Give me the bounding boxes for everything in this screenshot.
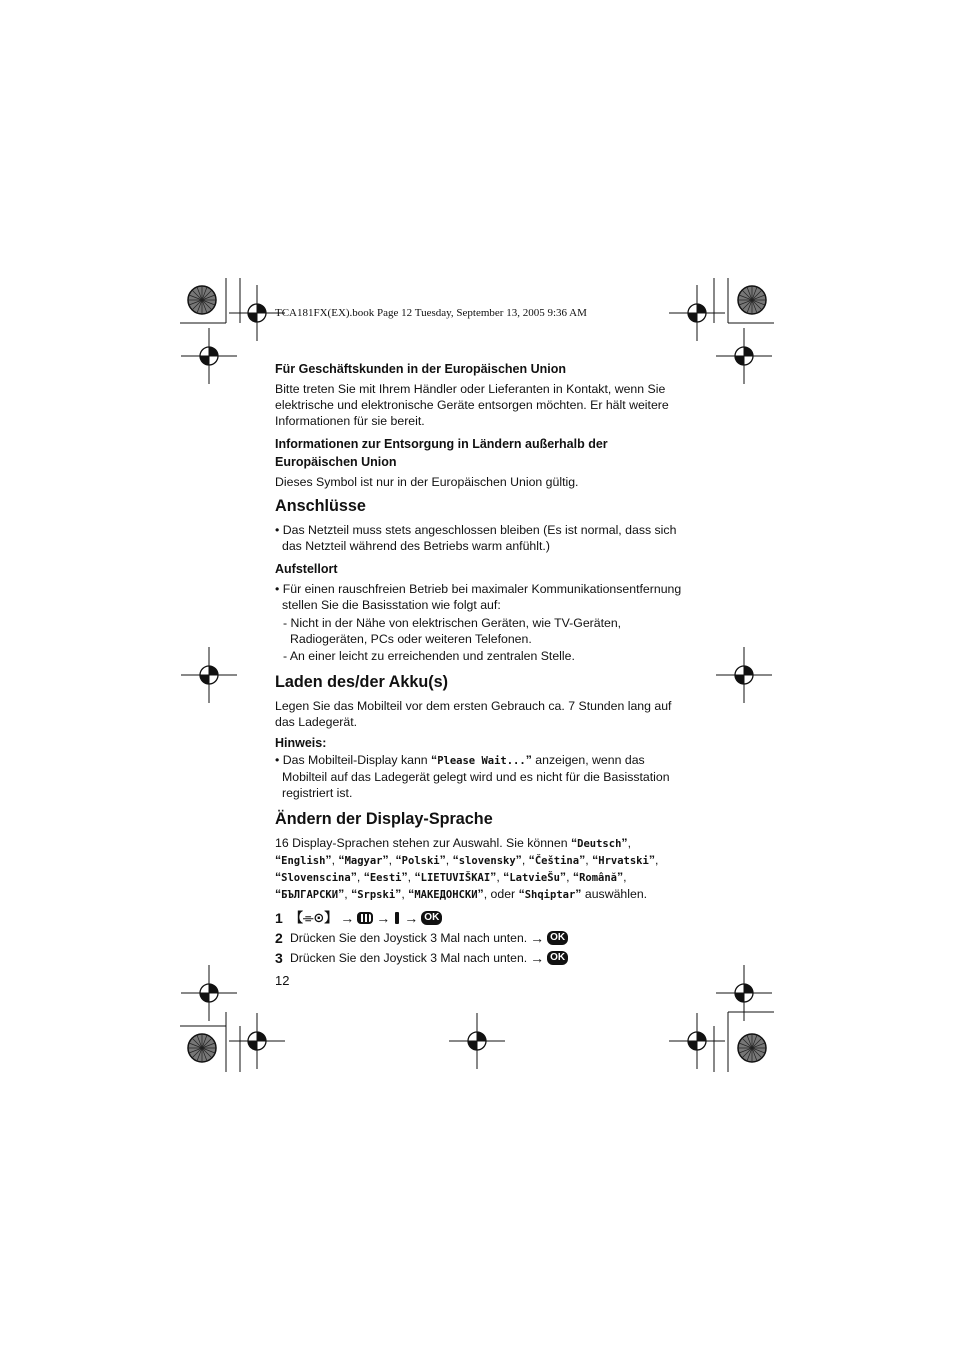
language-option: Hrvatski [598,855,649,867]
menu-key-icon: 【⌯⊙】 [290,910,338,925]
language-option: МАКЕДОНСКИ [414,889,478,901]
registration-target-icon [669,1013,725,1069]
dash-item: - Nicht in der Nähe von elektrischen Geräten, wie TV-Geräten, Radiogeräten, PCs oder weiteren Telefonen. [283,616,622,646]
languages-paragraph: 16 Display-Sprachen stehen zur Auswahl. Sie können “Deutsch”, “English”, “Magyar”, “Polski”, “slovensky”, “Čeština”, “Hrvatski”, “Slovenscina”, “Eesti”, “LIETUVIŠKAI”, “LatvieŠu”, “Română”, “БЪЛГАРСКИ”, “Srpski”, “МАКЕДОНСКИ”, oder “Shqiptar” auswählen. [275,836,659,901]
arrow-icon: → [530,950,545,966]
page-content [275,360,685,967]
language-option: Polski [401,855,440,867]
language-option: Čeština [534,855,580,867]
paragraph: Bitte treten Sie mit Ihrem Händler oder Lieferanten in Kontakt, wenn Sie elektrische und elektronische Geräte entsorgen möchten. Er hält weitere Informationen für sie bereit. [275,382,669,428]
language-option: Magyar [344,855,383,867]
language-option: English [281,855,326,867]
registration-target-icon [669,285,725,341]
language-option: Deutsch [577,838,622,850]
ok-button-icon: OK [547,951,568,965]
section-heading-sprache: Ändern der Display-Sprache [275,810,493,828]
handset-icon [395,912,399,924]
registration-target-icon [716,328,772,384]
section-heading: Informationen zur Entsorgung in Ländern außerhalb der Europäischen Union [275,437,608,469]
note-heading: Hinweis: [275,736,327,750]
registration-target-icon [716,965,772,1021]
language-option: БЪЛГАРСКИ [281,889,339,901]
language-option: Srpski [357,889,396,901]
language-option: slovensky [458,855,516,867]
bullet-item: • Das Netzteil muss stets angeschlossen bleiben (Es ist normal, dass sich das Netzteil während des Betriebs warm anfühlt.) [275,523,677,553]
section-heading-anschluesse: Anschlüsse [275,497,366,515]
subsection-heading: Aufstellort [275,562,338,576]
paragraph: Legen Sie das Mobilteil vor dem ersten Gebrauch ca. 7 Stunden lang auf das Ladegerät. [275,699,672,729]
arrow-icon: → [376,910,391,926]
step-3: 3 Drücken Sie den Joystick 3 Mal nach unten. → OK [275,949,685,967]
star-target-icon [738,1034,766,1062]
dash-item: - An einer leicht zu erreichenden und zentralen Stelle. [283,649,575,663]
menu-grid-icon [357,912,373,924]
note-bullet: • Das Mobilteil-Display kann “Please Wait...” anzeigen, wenn das Mobilteil auf das Ladegerät gelegt wird und es nicht für die Basisstation registriert ist. [275,753,670,800]
bullet-item: • Für einen rauschfreien Betrieb bei maximaler Kommunikationsentfernung stellen Sie die Basisstation wie folgt auf: [275,582,682,612]
language-option: LIETUVIŠKAI [420,872,491,884]
section-heading: Für Geschäftskunden in der Europäischen Union [275,362,567,376]
registration-target-icon [716,647,772,703]
ok-button-icon: OK [421,911,442,925]
section-heading-laden: Laden des/der Akku(s) [275,673,449,691]
registration-target-icon [181,328,237,384]
language-option: Shqiptar [524,889,576,901]
paragraph: Dieses Symbol ist nur in der Europäischen Union gültig. [275,475,579,489]
star-target-icon [738,286,766,314]
step-1: 1 【⌯⊙】 → → → OK [275,909,685,927]
language-option: Eesti [369,872,402,884]
ok-button-icon: OK [547,931,568,945]
registration-target-icon [181,965,237,1021]
star-target-icon [188,286,216,314]
registration-target-icon [449,1013,505,1069]
star-target-icon [188,1034,216,1062]
registration-target-icon [181,647,237,703]
arrow-icon: → [530,930,545,946]
registration-target-icon [229,1013,285,1069]
language-option: Română [579,872,617,884]
page-number: 12 [275,973,290,988]
arrow-icon: → [340,910,355,926]
language-option: LatvieŠu [509,872,560,884]
language-option: Slovenscina [281,872,351,884]
step-2: 2 Drücken Sie den Joystick 3 Mal nach unten. → OK [275,929,685,947]
print-header: TCA181FX(EX).book Page 12 Tuesday, September 13, 2005 9:36 AM [275,307,587,319]
arrow-icon: → [404,910,419,926]
